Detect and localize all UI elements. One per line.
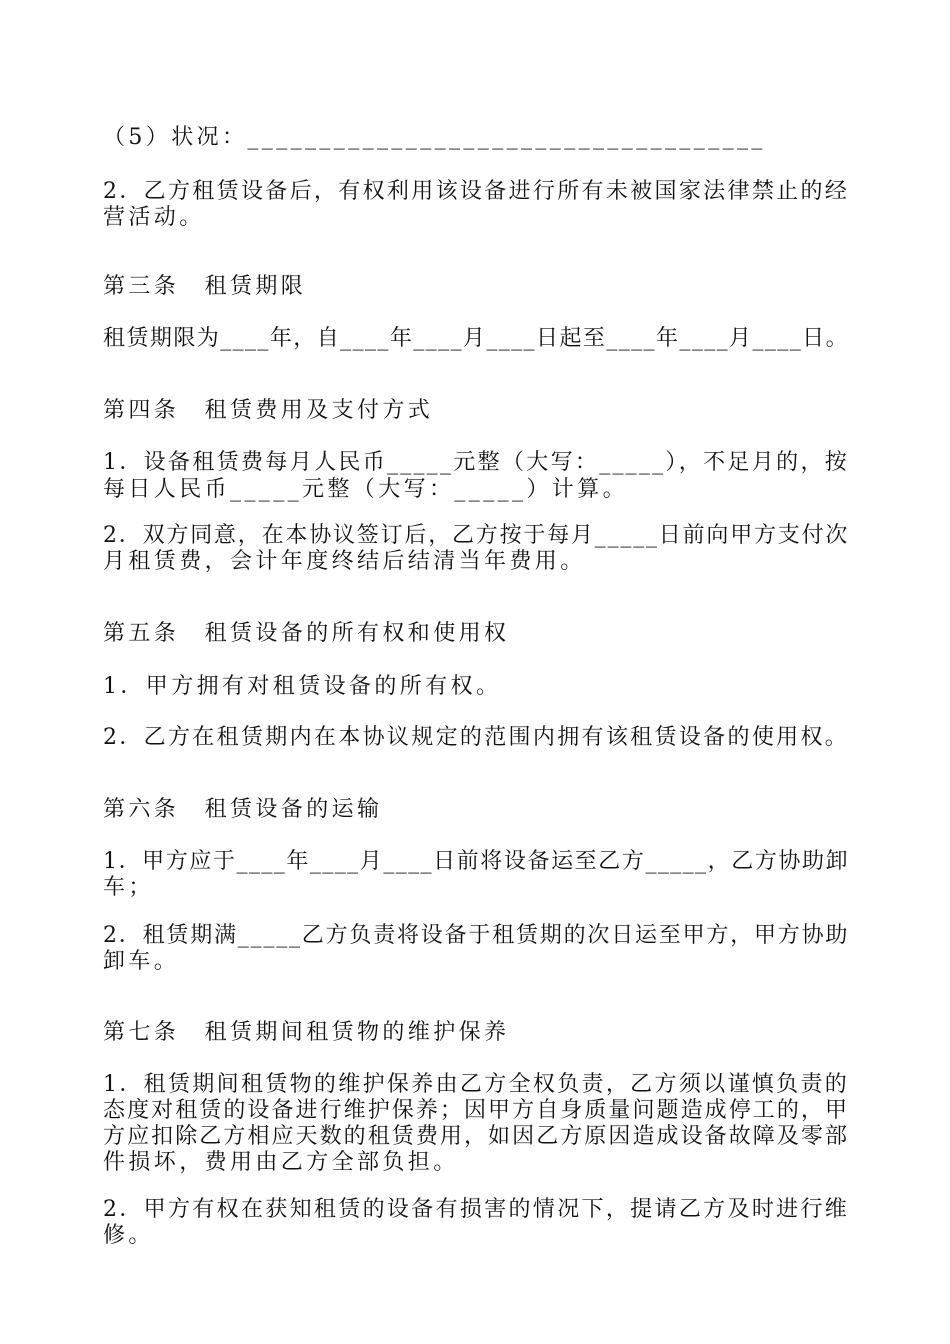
paragraph-line: 2．乙方在租赁期内在本协议规定的范围内拥有该租赁设备的使用权。 bbox=[103, 725, 849, 750]
paragraph-line: 2．乙方租赁设备后，有权利用该设备进行所有未被国家法律禁止的经 bbox=[103, 179, 849, 204]
paragraph-line: 1．甲方拥有对租赁设备的所有权。 bbox=[103, 674, 502, 699]
paragraph-line: 件损坏，费用由乙方全部负担。 bbox=[103, 1150, 459, 1175]
paragraph-line: 1．租赁期间租赁物的维护保养由乙方全权负责，乙方须以谨慎负责的 bbox=[103, 1072, 849, 1097]
article-heading-4: 第四条 租赁费用及支付方式 bbox=[103, 398, 434, 423]
paragraph-line: 月租赁费，会计年度终结后结清当年费用。 bbox=[103, 549, 586, 574]
paragraph-line: 2．租赁期满_____乙方负责将设备于租赁期的次日运至甲方，甲方协助 bbox=[103, 923, 850, 948]
article-heading-7: 第七条 租赁期间租赁物的维护保养 bbox=[103, 1020, 510, 1045]
condition-item: （5）状况：____________________________________ bbox=[103, 125, 766, 150]
paragraph-line: 车； bbox=[103, 875, 154, 900]
article-heading-5: 第五条 租赁设备的所有权和使用权 bbox=[103, 621, 510, 646]
paragraph-line: 修。 bbox=[103, 1223, 154, 1248]
paragraph-line: 态度对租赁的设备进行维护保养；因甲方自身质量问题造成停工的，甲 bbox=[103, 1098, 849, 1123]
paragraph-line: 营活动。 bbox=[103, 205, 205, 230]
paragraph-line: 1．设备租赁费每月人民币_____元整（大写：_____），不足月的，按 bbox=[103, 450, 849, 475]
lease-term-line: 租赁期限为____年，自____年____月____日起至____年____月____日。 bbox=[103, 326, 849, 351]
paragraph-line: 卸车。 bbox=[103, 949, 180, 974]
article-heading-6: 第六条 租赁设备的运输 bbox=[103, 797, 383, 822]
paragraph-line: 1．甲方应于____年____月____日前将设备运至乙方_____，乙方协助卸 bbox=[103, 849, 849, 874]
paragraph-line: 每日人民币_____元整（大写：_____）计算。 bbox=[103, 477, 629, 502]
article-heading-3: 第三条 租赁期限 bbox=[103, 274, 307, 299]
paragraph-line: 2．双方同意，在本协议签订后，乙方按于每月_____日前向甲方支付次 bbox=[103, 523, 850, 548]
paragraph-line: 方应扣除乙方相应天数的租赁费用，如因乙方原因造成设备故障及零部 bbox=[103, 1124, 849, 1149]
paragraph-line: 2．甲方有权在获知租赁的设备有损害的情况下，提请乙方及时进行维 bbox=[103, 1197, 849, 1222]
